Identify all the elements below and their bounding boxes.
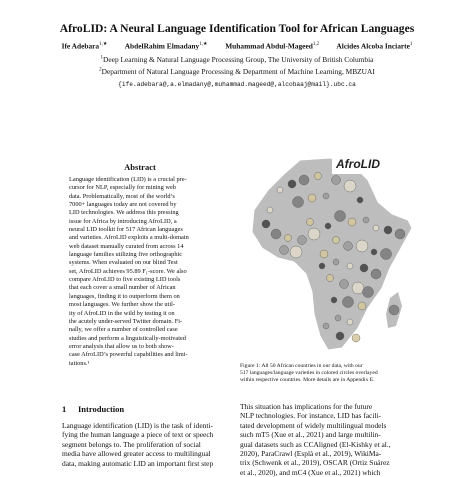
language-circle bbox=[277, 187, 283, 193]
author-affiliation-mark: 1 bbox=[409, 42, 413, 47]
language-circle bbox=[332, 176, 341, 185]
language-circle bbox=[320, 250, 328, 258]
language-circle bbox=[333, 237, 340, 244]
language-circle bbox=[384, 226, 392, 234]
text-line: data, making automatic LID an important first step bbox=[62, 458, 214, 468]
language-circle bbox=[348, 218, 356, 226]
language-circle bbox=[335, 211, 346, 222]
text-line: error analysis that allow us to both show- bbox=[69, 342, 174, 350]
affiliation-mark: 1 bbox=[100, 55, 104, 61]
text-line: set, AfroLID achieves 95.89 F₁-score. We also bbox=[69, 267, 187, 275]
language-circle bbox=[371, 249, 377, 255]
text-line: neural LID toolkit for 517 African languages bbox=[69, 226, 183, 234]
text-line: cursor for NLP, especially for mining web bbox=[69, 184, 176, 192]
author-affiliation-mark: 1,★ bbox=[199, 42, 208, 47]
text-line: most languages. We further show the util- bbox=[69, 301, 175, 309]
language-circle bbox=[336, 332, 344, 340]
language-circle bbox=[395, 229, 405, 239]
author-list bbox=[0, 41, 474, 50]
text-line: web dataset manually curated from across 14 bbox=[69, 242, 184, 250]
language-circle bbox=[381, 249, 392, 260]
text-line: 2020), ParaCrawl (Esplà et al., 2019), WikiMa- bbox=[240, 449, 382, 459]
text-line: languages, finding it to outperform them on bbox=[69, 292, 180, 300]
author-email: {ife.adebara@,a.elmadany@,muhammad.mageed@,alcobaaj@mail}.ubc.ca bbox=[118, 81, 356, 88]
language-circle bbox=[363, 217, 369, 223]
affiliation-text: Deep Learning & Natural Language Processing Group, The University of British Columbia bbox=[103, 55, 374, 64]
language-circle bbox=[323, 323, 329, 329]
figure-caption bbox=[240, 363, 420, 385]
language-circle bbox=[271, 229, 281, 239]
language-circle bbox=[290, 246, 302, 258]
text-line: Language identification (LID) is a crucial pre- bbox=[69, 176, 187, 183]
text-line: and varieties. AfroLID exploits a multi-domain bbox=[69, 234, 189, 242]
text-line: NLP technologies. For instance, LID has facili- bbox=[240, 411, 381, 421]
language-circle bbox=[360, 264, 368, 272]
author-name: AbdelRahim Elmadany bbox=[124, 41, 200, 51]
affiliation-mark: 2 bbox=[99, 67, 102, 73]
language-circle bbox=[373, 225, 379, 231]
text-line: 517 languages/language varieties in colored circles overlayed bbox=[240, 370, 378, 377]
text-line: LID technologies. We address this pressing bbox=[69, 209, 179, 217]
language-circle bbox=[389, 305, 399, 315]
text-line: fying the human language a piece of text or speech bbox=[62, 430, 214, 440]
text-line: segment belongs to. The proliferation of social bbox=[62, 439, 201, 449]
text-line: tated development of widely multilingual models bbox=[240, 420, 387, 430]
language-circle bbox=[308, 228, 320, 240]
language-circle bbox=[319, 263, 325, 269]
section-number: 1 bbox=[62, 404, 67, 414]
language-circle bbox=[307, 219, 314, 226]
author-affiliation-mark: 1,★ bbox=[99, 42, 108, 47]
language-circle bbox=[344, 242, 353, 251]
figure-1 bbox=[240, 150, 422, 358]
text-line: ity of AfroLID in the wild by testing it on bbox=[69, 309, 175, 317]
text-line: Figure 1: All 50 African countries in our data, with our bbox=[240, 363, 363, 369]
text-line: gual datasets such as CCAligned (El-Kishky et al., bbox=[240, 439, 391, 449]
section-heading-introduction bbox=[62, 404, 124, 414]
language-circle bbox=[315, 173, 322, 180]
text-line: media have allowed greater access to multilingual bbox=[62, 449, 211, 459]
affiliation-2 bbox=[0, 67, 474, 76]
author-name: Ife Adebara bbox=[61, 41, 100, 51]
language-circle bbox=[371, 269, 381, 279]
language-circle bbox=[343, 297, 354, 308]
language-circle bbox=[288, 180, 296, 188]
afrolid-logo: AfroLID bbox=[336, 157, 380, 171]
text-line: This situation has implications for the future bbox=[240, 402, 373, 411]
language-circle bbox=[357, 197, 363, 203]
text-line: studies and perform a linguistically-motivated bbox=[69, 334, 186, 342]
affiliation-1 bbox=[0, 55, 474, 64]
language-circle bbox=[358, 302, 366, 310]
language-circle bbox=[347, 319, 353, 325]
language-circle bbox=[293, 197, 304, 208]
text-line: such mT5 (Xue et al., 2021) and large multilin- bbox=[240, 430, 381, 440]
language-circle bbox=[308, 194, 316, 202]
language-circle bbox=[331, 297, 337, 303]
language-circle bbox=[280, 246, 289, 255]
text-line: tations.¹ bbox=[69, 359, 90, 367]
language-circle bbox=[323, 193, 329, 199]
text-line: nally, we offer a number of controlled case bbox=[69, 326, 178, 334]
language-circle bbox=[352, 282, 364, 294]
language-circle bbox=[325, 223, 331, 229]
language-circle bbox=[356, 240, 368, 252]
text-line: that each cover a small number of African bbox=[69, 284, 176, 292]
text-line: data. Problematically, most of the world’s bbox=[69, 192, 175, 200]
text-line: language families utilizing five orthographic bbox=[69, 251, 183, 259]
text-line: compare AfroLID to five existing LID tools bbox=[69, 276, 181, 284]
language-circle bbox=[299, 175, 309, 185]
text-line: case AfroLID’s powerful capabilities and limi- bbox=[69, 351, 188, 359]
author-affiliation-mark: 1,2 bbox=[312, 42, 320, 47]
africa-map bbox=[240, 150, 422, 358]
language-circle bbox=[262, 220, 270, 228]
language-circle bbox=[267, 207, 273, 213]
text-line: the acutely under-served Twitter domain. Fi- bbox=[69, 317, 183, 325]
text-line: issue for Africa by introducing AfroLID, a bbox=[69, 217, 177, 225]
language-circle bbox=[363, 287, 374, 298]
language-circle bbox=[344, 180, 356, 192]
text-line: within respective countries. More details are in Appendix E. bbox=[240, 377, 375, 384]
author-name: Alcides Alcoba Inciarte bbox=[336, 41, 410, 51]
text-line: et al., 2020), and mC4 (Xue et al., 2021) which bbox=[240, 467, 381, 477]
text-line: Language identification (LID) is the task of identi- bbox=[62, 421, 213, 430]
language-circle bbox=[335, 315, 341, 321]
language-circle bbox=[352, 334, 360, 342]
language-circle bbox=[347, 263, 353, 269]
affiliation-text: Department of Natural Language Processing & Department of Machine Learning, MBZUAI bbox=[101, 67, 375, 76]
text-line: 7000+ languages today are not covered by bbox=[69, 201, 177, 209]
author-name: Muhammad Abdul-Mageed bbox=[225, 41, 313, 51]
language-circle bbox=[327, 275, 334, 282]
language-circle bbox=[285, 235, 292, 242]
right-column-body bbox=[240, 402, 420, 477]
text-line: systems. When evaluated on our blind Test bbox=[69, 259, 178, 267]
section-title: Introduction bbox=[78, 404, 125, 414]
language-circle bbox=[340, 280, 349, 289]
introduction-body bbox=[62, 421, 230, 468]
abstract-heading: Abstract bbox=[124, 162, 156, 172]
paper-title: AfroLID: A Neural Language Identification Tool for African Languages bbox=[59, 22, 415, 35]
text-line: trix (Schwenk et al., 2019), OSCAR (Ortiz Suárez bbox=[240, 458, 390, 468]
language-circle bbox=[333, 259, 339, 265]
abstract-body bbox=[69, 176, 219, 368]
language-circle bbox=[298, 236, 307, 245]
